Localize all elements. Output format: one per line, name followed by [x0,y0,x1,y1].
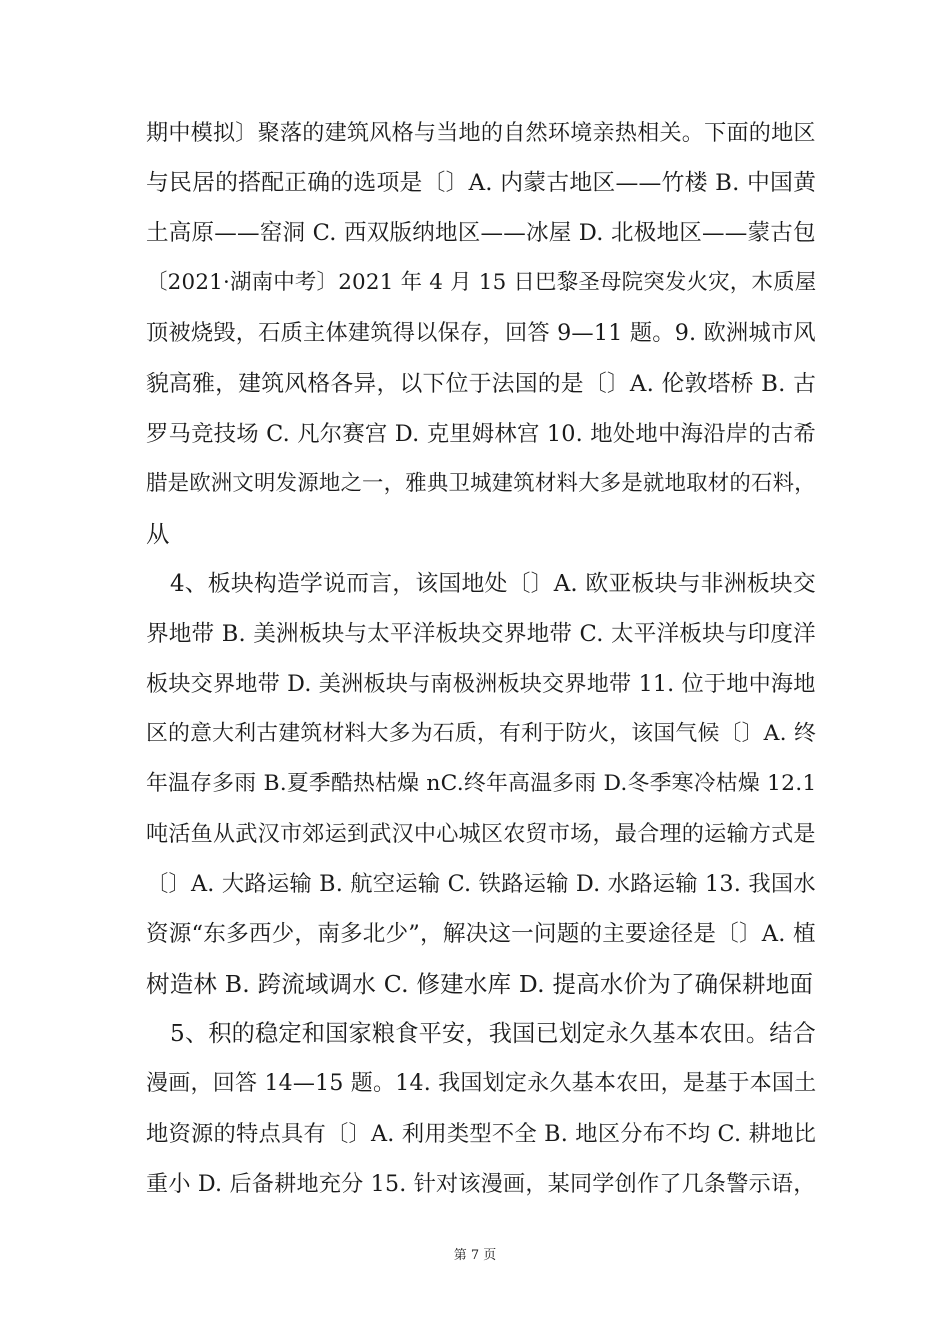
text-line: 顶被烧毁，石质主体建筑得以保存，回答 9—11 题。9. 欧洲城市风 [146,320,816,346]
paragraph-first-line: 5、积的稳定和国家粮食平安，我国已划定永久基本农田。结合 [170,1020,816,1047]
text-line: 〔2021·湖南中考〕2021 年 4 月 15 日巴黎圣母院突发火灾，木质屋 [146,270,817,295]
text-line: 板块交界地带 D. 美洲板块与南极洲板块交界地带 11. 位于地中海地 [146,671,816,697]
page-number: 第 7 页 [453,1248,497,1263]
text-line: 貌高雅，建筑风格各异，以下位于法国的是〔〕A. 伦敦塔桥 B. 古 [146,371,817,397]
text-line: 腊是欧洲文明发源地之一，雅典卫城建筑材料大多是就地取材的石料， [146,471,816,496]
text-line: 吨活鱼从武汉市郊运到武汉中心城区农贸市场，最合理的运输方式是 [146,821,816,847]
text-line: 地资源的特点具有〔〕A. 利用类型不全 B. 地区分布不均 C. 耕地比 [146,1121,817,1147]
text-line: 年温存多雨 B.夏季酷热枯燥 nC.终年高温多雨 D.冬季寒冷枯燥 12.1 [146,771,817,796]
paragraph-first-line: 4、板块构造学说而言，该国地处〔〕A. 欧亚板块与非洲板块交 [170,571,816,597]
text-line: 罗马竞技场 C. 凡尔赛宫 D. 克里姆林宫 10. 地处地中海沿岸的古希 [146,421,816,447]
text-line: 期中模拟〕聚落的建筑风格与当地的自然环境亲热相关。下面的地区 [146,120,816,146]
text-line: 界地带 B. 美洲板块与太平洋板块交界地带 C. 太平洋板块与印度洋 [146,621,816,647]
text-line: 资源“东多西少，南多北少”，解决这一问题的主要途径是〔〕A. 植 [146,921,816,947]
text-line: 〔〕A. 大路运输 B. 航空运输 C. 铁路运输 D. 水路运输 13. 我国水 [146,871,816,897]
text-line: 树造林 B. 跨流域调水 C. 修建水库 D. 提高水价为了确保耕地面 [146,970,814,998]
text-line: 从 [146,520,170,548]
text-line: 区的意大利古建筑材料大多为石质，有利于防火，该国气候〔〕A. 终 [146,721,817,746]
text-line: 土高原——窑洞 C. 西双版纳地区——冰屋 D. 北极地区——蒙古包 [146,220,816,246]
text-line: 漫画，回答 14—15 题。14. 我国划定永久基本农田，是基于本国土 [146,1071,817,1096]
text-line: 重小 D. 后备耕地充分 15. 针对该漫画，某同学创作了几条警示语， [146,1171,816,1197]
text-line: 与民居的搭配正确的选项是〔〕A. 内蒙古地区——竹楼 B. 中国黄 [146,170,817,196]
